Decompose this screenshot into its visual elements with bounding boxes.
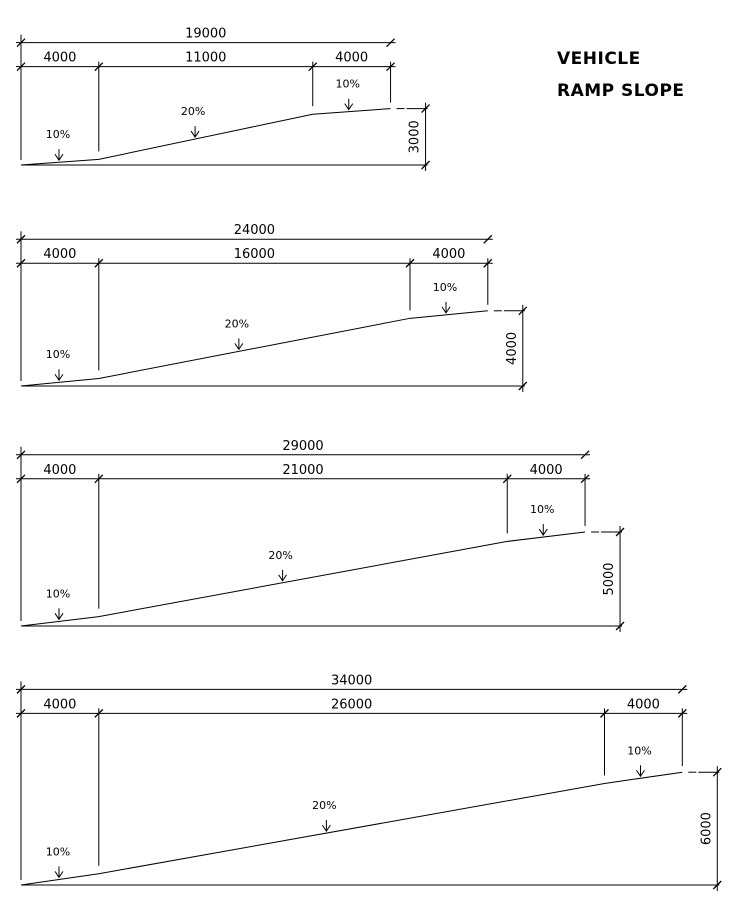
ramp-4-profile: [21, 772, 682, 885]
ramp-2-slope-start-label: 10%: [45, 348, 71, 362]
ramp-4-overall-label: 34000: [330, 673, 373, 689]
ramp-3-segment-label-start: 4000: [43, 462, 77, 478]
ramp-1-slope-middle-label: 20%: [180, 105, 206, 119]
ramp-1-profile: [21, 109, 391, 165]
ramp-2-slope-end-label: 10%: [432, 280, 458, 294]
ramp-2-rise-label: 4000: [504, 331, 520, 365]
ramp-2-overall-label: 24000: [233, 223, 276, 239]
title-vehicle: VEHICLE: [557, 49, 641, 69]
ramp-1-slope-end-label: 10%: [335, 77, 360, 91]
ramp-2-slope-middle-label: 20%: [224, 317, 250, 331]
ramp-2-segment-label-end: 4000: [432, 247, 466, 263]
ramp-1-rise-label: 3000: [407, 120, 423, 154]
ramp-4-slope-middle-label: 20%: [312, 799, 337, 813]
ramp-1-segment-label-end: 4000: [335, 50, 369, 66]
ramp-1-slope-start-label: 10%: [45, 128, 71, 142]
ramp-4-slope-end-label: 10%: [627, 744, 652, 758]
ramp-3-slope-middle-label: 20%: [268, 548, 293, 562]
ramp-4-segment-label-middle: 26000: [330, 697, 373, 713]
ramp-1-segment-label-start: 4000: [43, 50, 77, 66]
ramp-2-segment-label-middle: 16000: [233, 247, 276, 263]
ramp-3-segment-label-end: 4000: [529, 462, 563, 478]
ramp-2-profile: [21, 311, 488, 386]
ramp-3-rise-label: 5000: [602, 562, 618, 596]
ramp-4-segment-label-start: 4000: [43, 697, 77, 713]
ramp-1-segment-label-middle: 11000: [185, 50, 227, 66]
ramp-2-segment-label-start: 4000: [43, 247, 77, 263]
ramp-1-overall-label: 19000: [185, 26, 227, 42]
ramp-3-overall-label: 29000: [282, 438, 324, 454]
ramp-3-slope-start-label: 10%: [45, 587, 71, 601]
title-ramp-slope: RAMP SLOPE: [557, 81, 685, 101]
ramp-4-slope-start-label: 10%: [45, 845, 71, 859]
ramp-3-segment-label-middle: 21000: [282, 462, 324, 478]
ramp-3-profile: [21, 532, 585, 626]
ramp-3-slope-end-label: 10%: [530, 503, 555, 517]
ramp-4-segment-label-end: 4000: [626, 697, 660, 713]
ramp-4-rise-label: 6000: [699, 812, 715, 846]
